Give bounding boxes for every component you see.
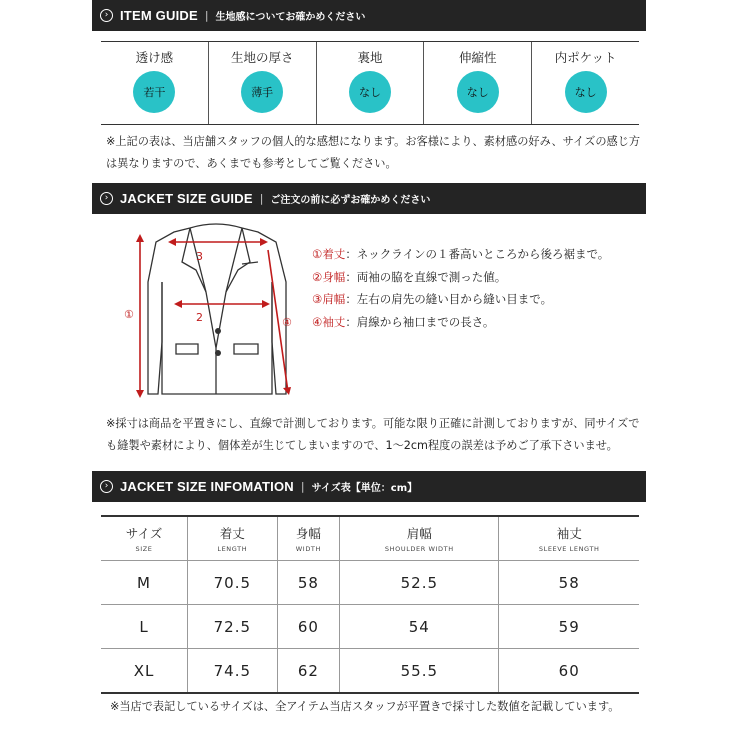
shoulder-cell: 52.5	[340, 561, 499, 605]
note-line: も縫製や素材により、個体差が生じてしまいますので、1～2cm程度の誤差は予めご了承下さいませ。	[106, 439, 618, 452]
sleeve-cell: 58	[499, 561, 639, 605]
guide-item-value: なし	[565, 71, 607, 113]
legend-desc: ：ネックラインの１番高いところから後ろ裾まで。	[345, 247, 610, 261]
header-en: SIZE	[135, 545, 153, 553]
length-cell: 72.5	[188, 605, 278, 649]
legend-item	[312, 311, 609, 334]
width-cell: 58	[277, 561, 340, 605]
sleeve-cell: 59	[499, 605, 639, 649]
column-header	[340, 516, 499, 561]
legend-num: ③	[312, 292, 323, 306]
legend-key: 身幅	[322, 269, 346, 284]
chevron-right-icon: ›	[100, 480, 113, 493]
legend-key: 肩幅	[322, 292, 346, 306]
guide-item-value: なし	[457, 71, 499, 113]
guide-item-label: 内ポケット	[554, 50, 617, 65]
column-header	[277, 516, 340, 561]
legend-num: ④	[312, 314, 323, 329]
size-table-note: ※当店で表記しているサイズは、全アイテム当店スタッフが平置きで採寸した数値を記載しています。	[110, 700, 620, 713]
note-line: ※採寸は商品を平置きにし、直線で計測しております。可能な限り正確に計測しておりますが、同サイズで	[106, 417, 640, 430]
legend-key: 袖丈	[322, 314, 346, 329]
guide-item	[316, 42, 424, 124]
chevron-right-icon: ›	[100, 192, 113, 205]
guide-item-label: 透け感	[135, 50, 174, 65]
guide-item	[101, 42, 208, 124]
length-cell: 70.5	[188, 561, 278, 605]
jacket-diagram	[118, 222, 308, 417]
item-guide-header	[92, 0, 646, 31]
legend-desc: ：左右の肩先の縫い目から縫い目まで。	[345, 292, 553, 306]
header-en: WIDTH	[295, 545, 321, 553]
legend-desc: ：両袖の脇を直線で測った値。	[345, 269, 507, 284]
section-subtitle: 生地感についてお確かめください	[215, 12, 366, 23]
legend-item	[312, 266, 609, 289]
table-row	[101, 561, 639, 605]
size-cell: XL	[101, 649, 188, 694]
guide-item-label: 裏地	[357, 50, 383, 65]
jacket-size-guide-header	[92, 183, 646, 214]
size-guide-note	[106, 413, 639, 457]
guide-item-value: 薄手	[241, 71, 283, 113]
legend-item	[312, 243, 609, 266]
button-icon	[215, 350, 221, 356]
section-subtitle: サイズ表【単位：cm】	[311, 483, 418, 494]
item-guide-note	[106, 131, 640, 175]
note-line: ※上記の表は、当店舗スタッフの個人的な感想になります。お客様により、素材感の好み、サイズの感じ方	[106, 135, 641, 148]
legend-key: 着丈	[322, 247, 346, 261]
section-subtitle: ご注文の前に必ずお確かめください	[270, 195, 431, 206]
size-table	[101, 515, 639, 694]
measurement-legend	[312, 243, 609, 333]
header-jp: 着丈	[219, 526, 245, 541]
jacket-size-info-header	[92, 471, 646, 502]
header-en: SHOULDER WIDTH	[384, 545, 454, 553]
chevron-right-icon: ›	[100, 9, 113, 22]
header-jp: 袖丈	[556, 526, 582, 541]
marker-2: 2	[196, 311, 203, 324]
size-cell: L	[101, 605, 188, 649]
column-header	[499, 516, 639, 561]
guide-item	[531, 42, 639, 124]
jacket-outline	[148, 224, 286, 394]
divider: |	[300, 480, 305, 493]
guide-item-value: なし	[349, 71, 391, 113]
divider: |	[204, 9, 209, 22]
width-cell: 60	[277, 605, 340, 649]
shoulder-cell: 54	[340, 605, 499, 649]
header-jp: 肩幅	[406, 526, 432, 541]
legend-item	[312, 288, 609, 311]
header-en: SLEEVE LENGTH	[538, 545, 600, 553]
size-cell: M	[101, 561, 188, 605]
table-header-row	[101, 516, 639, 561]
legend-desc: ：肩線から袖口までの長さ。	[345, 314, 495, 329]
note-line: は異なりますので、あくまでも参考としてご覧ください。	[106, 157, 397, 170]
sleeve-cell: 60	[499, 649, 639, 694]
marker-3: 3	[196, 250, 203, 263]
marker-1: ①	[124, 308, 134, 321]
length-cell: 74.5	[188, 649, 278, 694]
guide-item	[208, 42, 316, 124]
table-row	[101, 649, 639, 694]
column-header	[188, 516, 278, 561]
guide-item-label: 生地の厚さ	[230, 50, 294, 65]
section-title: JACKET SIZE INFOMATION	[120, 479, 294, 494]
legend-num: ①	[312, 247, 323, 261]
header-jp: 身幅	[295, 526, 321, 541]
header-jp: サイズ	[125, 526, 163, 541]
divider: |	[259, 192, 264, 205]
guide-item-value: 若干	[133, 71, 175, 113]
column-header	[101, 516, 188, 561]
fabric-guide-table	[101, 41, 639, 125]
guide-item	[423, 42, 531, 124]
shoulder-cell: 55.5	[340, 649, 499, 694]
header-en: LENGTH	[217, 545, 248, 553]
marker-4: ④	[282, 316, 292, 329]
table-row	[101, 605, 639, 649]
button-icon	[215, 328, 221, 334]
legend-num: ②	[312, 269, 323, 284]
section-title: ITEM GUIDE	[120, 8, 198, 23]
width-cell: 62	[277, 649, 340, 694]
section-title: JACKET SIZE GUIDE	[120, 191, 253, 206]
guide-item-label: 伸縮性	[459, 50, 497, 65]
